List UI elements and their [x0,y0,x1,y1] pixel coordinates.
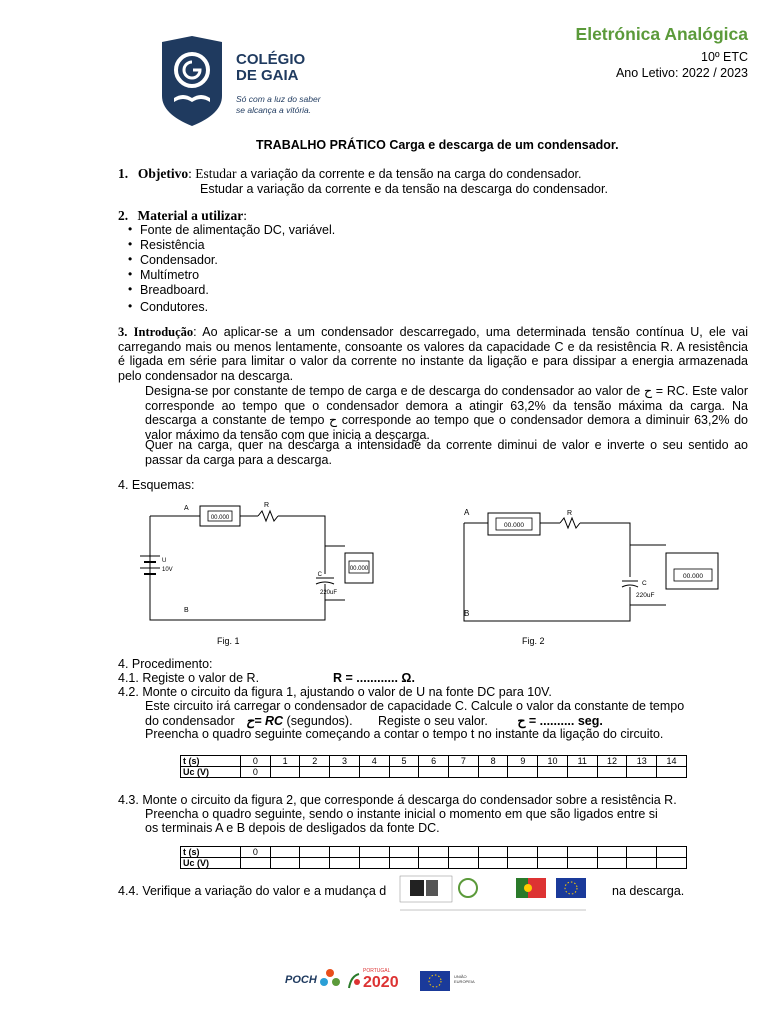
step-4-2-units: (segundos). [286,714,353,728]
material-item: • Breadboard. [140,283,209,297]
fig2-label-c-value: 220uF [636,592,655,599]
circuit-fig2 [452,505,732,629]
table-cell [359,858,389,869]
material-item: • Condensador. [140,253,218,267]
fig1-label-r: R [264,502,270,509]
table-cell [627,767,657,778]
table-cell: 3 [330,756,360,767]
fig2-label-c: C [642,580,647,587]
table-cell [508,767,538,778]
table-cell [538,767,568,778]
fig1-caption: Fig. 1 [217,636,240,646]
step-4-2-line-b [145,713,603,728]
table-cell [567,847,597,858]
objetivo-line1: a variação da corrente e da tensão na carga do condensador. [240,167,582,181]
table-cell [241,858,271,869]
table-cell: 13 [627,756,657,767]
section-material: 2. Material a utilizar: [118,208,247,223]
table-cell: 11 [567,756,597,767]
table-cell [597,858,627,869]
fig2-meter2-display: 00.000 [683,573,703,580]
class-label: 10º ETC [701,50,748,64]
procedimento-heading: 4. Procedimento: [118,657,213,671]
college-name-line1: COLÉGIO [236,51,306,68]
funding-logos-strip [396,872,592,912]
step-4-4: 4.4. Verifique a variação do valor e a mudança d [118,884,387,898]
table-cell [300,767,330,778]
step-4-3-line-b: os terminais A e B depois de desligados da fonte DC. [145,821,440,835]
fig1-meter2-display: 00.000 [349,566,369,572]
table-row [181,756,687,767]
table-header-cell: t (s) [181,847,241,858]
fig1-label-u-value: 10V [162,567,173,573]
table-cell [657,767,687,778]
fig2-caption: Fig. 2 [522,636,545,646]
table-cell [359,847,389,858]
portugal-2020-logo: 2020 [363,974,399,991]
table-cell [627,847,657,858]
table-cell [478,847,508,858]
objetivo-line1-lead: Estudar [195,166,237,181]
subject-title: Eletrónica Analógica [575,24,748,44]
table-cell [478,858,508,869]
table-cell: 0 [241,756,271,767]
section-number: 1. [118,166,129,181]
material-item: • Multímetro [140,268,199,282]
intro-text-1: Ao aplicar-se a um condensador descarregado, uma determinada tensão contínua U, ele vai carregando mais ou menos lentamente, consoante os valores da capacidade C e da resistência R. A resistência é ligada em série para limitar o valor da corrente no instante da ligação e para dissipar a energia armazenada pelo condensador na descarga. [118,325,748,383]
step-4-1-r-value: R = ............ Ω. [333,671,415,685]
fig2-label-r: R [567,510,573,517]
table-cell [419,847,449,858]
fig2-label-a: A [464,508,470,517]
table-cell [627,858,657,869]
table-cell: 8 [478,756,508,767]
table-cell [359,767,389,778]
table-cell [449,858,479,869]
table-cell: 10 [538,756,568,767]
fig1-meter1-display: 00.000 [210,515,230,521]
table-cell [419,858,449,869]
footer-logos [285,968,485,994]
table-cell [389,767,419,778]
table-cell: 0 [241,847,271,858]
table-cell [300,847,330,858]
fig1-label-u: U [162,558,167,564]
table-cell [270,767,300,778]
section-objetivo: 1. Objetivo: Estudar a variação da corrente e da tensão na carga do condensador. [118,166,582,181]
portugal-label: PORTUGAL [363,968,391,974]
intro-paragraph-3: Quer na carga, quer na descarga a intensidade da corrente diminui de valor e inverte o seu sentido ao passar da carga para a descarga. [145,438,748,467]
table-row [181,767,687,778]
section-label: Introdução [133,325,194,339]
material-item: • Resistência [140,238,205,252]
poch-figure-icon [319,968,341,992]
table-cell [567,858,597,869]
fig1-label-b: B [184,607,189,614]
table-cell [657,858,687,869]
table-cell [538,858,568,869]
table-row [181,847,687,858]
table-cell [389,858,419,869]
table-cell [567,767,597,778]
objetivo-line2: Estudar a variação da corrente e da tensão na descarga do condensador. [200,182,608,196]
college-name [236,52,305,84]
circuit-fig1 [140,498,380,628]
intro-paragraph-2: Designa-se por constante de tempo de carga e de descarga do condensador ao valor de ح = RC. Este valor corresponde ao tempo que o condensador demora a atingir 63,2% da tensão máxima da carga. Na descarga a constante de tempo ح corresponde ao tempo que o condensador demora a diminuir 63,2% do valor máximo da tensão com que inicia a descarga. [145,384,748,442]
table-cell [330,858,360,869]
table-cell: 0 [241,767,271,778]
step-4-2: 4.2. Monte o circuito da figura 1, ajustando o valor de U na fonte DC para 10V. [118,685,552,699]
table-header-cell: Uc (V) [181,858,241,869]
section-number: 3. [118,325,128,339]
fig2-label-b: B [464,609,470,618]
esquemas-heading: 4. Esquemas: [118,478,195,492]
step-4-2-line-a: Este circuito irá carregar o condensador de capacidade C. Calcule o valor da constante de tempo [145,699,685,713]
table-cell: 6 [419,756,449,767]
poch-logo: POCH [285,974,317,986]
college-crest-icon [160,36,224,126]
college-motto-line2: se alcança a vitória. [236,105,312,115]
fig2-meter1-display: 00.000 [504,522,524,529]
table-header-cell: t (s) [181,756,241,767]
table-cell [597,847,627,858]
tau-formula: ح= RC [246,714,284,728]
step-4-3: 4.3. Monte o circuito da figura 2, que corresponde á descarga do condensador sobre a resistência R. [118,793,677,807]
step-4-2-text: do condensador [145,714,235,728]
table-cell [419,767,449,778]
fig1-label-a: A [184,505,189,512]
table-cell [449,847,479,858]
material-item: • Condutores. [140,300,208,314]
school-year: Ano Letivo: 2022 / 2023 [615,66,748,80]
tau-value-field: ح = .......... seg. [517,714,603,728]
table-cell [330,847,360,858]
college-motto [236,94,321,116]
charge-table [180,755,687,778]
table-cell [389,847,419,858]
table-cell: 14 [657,756,687,767]
table-cell: 2 [300,756,330,767]
college-motto-line1: Só com a luz do saber [236,94,321,104]
table-cell [508,858,538,869]
table-cell: 9 [508,756,538,767]
fig1-label-c-value: 220uF [320,590,338,596]
table-cell [270,847,300,858]
fig1-label-c: C [317,572,322,578]
table-cell [597,767,627,778]
step-4-4-end: na descarga. [612,884,685,898]
document-title: TRABALHO PRÁTICO Carga e descarga de um condensador. [256,138,619,152]
table-row [181,858,687,869]
table-cell [330,767,360,778]
step-4-3-line-a: Preencha o quadro seguinte, sendo o instante inicial o momento em que são ligados entre si [145,807,658,821]
table-cell [478,767,508,778]
section-label: Objetivo [137,166,189,181]
table-cell [508,847,538,858]
portugal-flower-icon [347,972,361,990]
step-4-2-line-c: Preencha o quadro seguinte começando a contar o tempo t no instante da ligação do circuito. [145,727,664,741]
table-cell: 1 [270,756,300,767]
table-cell: 5 [389,756,419,767]
table-cell [449,767,479,778]
material-item: • Fonte de alimentação DC, variável. [140,223,335,237]
table-cell: 12 [597,756,627,767]
table-cell: 4 [359,756,389,767]
table-cell [270,858,300,869]
eu-flag-icon [420,971,450,991]
section-label: Material a utilizar [137,208,244,223]
intro-paragraph-1: 3. Introdução: Ao aplicar-se a um condensador descarregado, uma determinada tensão contínua U, ele vai carregando mais ou menos lentamente, consoante os valores da capacidade C e da resistência R. A resistência é ligada em série para limitar o valor da corrente no instante da ligação e para dissipar a energia armazenada pelo condensador na descarga. [118,325,748,383]
step-4-2-record: Registe o seu valor. [378,714,488,728]
table-cell [300,858,330,869]
section-number: 2. [118,208,129,223]
table-cell [657,847,687,858]
eu-label: UNIÃO EUROPEIA [454,974,475,984]
table-cell [538,847,568,858]
step-4-1: 4.1. Registe o valor de R. [118,671,260,685]
discharge-table [180,846,687,869]
college-name-line2: DE GAIA [236,67,299,84]
table-cell: 7 [449,756,479,767]
table-header-cell: Uc (V) [181,767,241,778]
